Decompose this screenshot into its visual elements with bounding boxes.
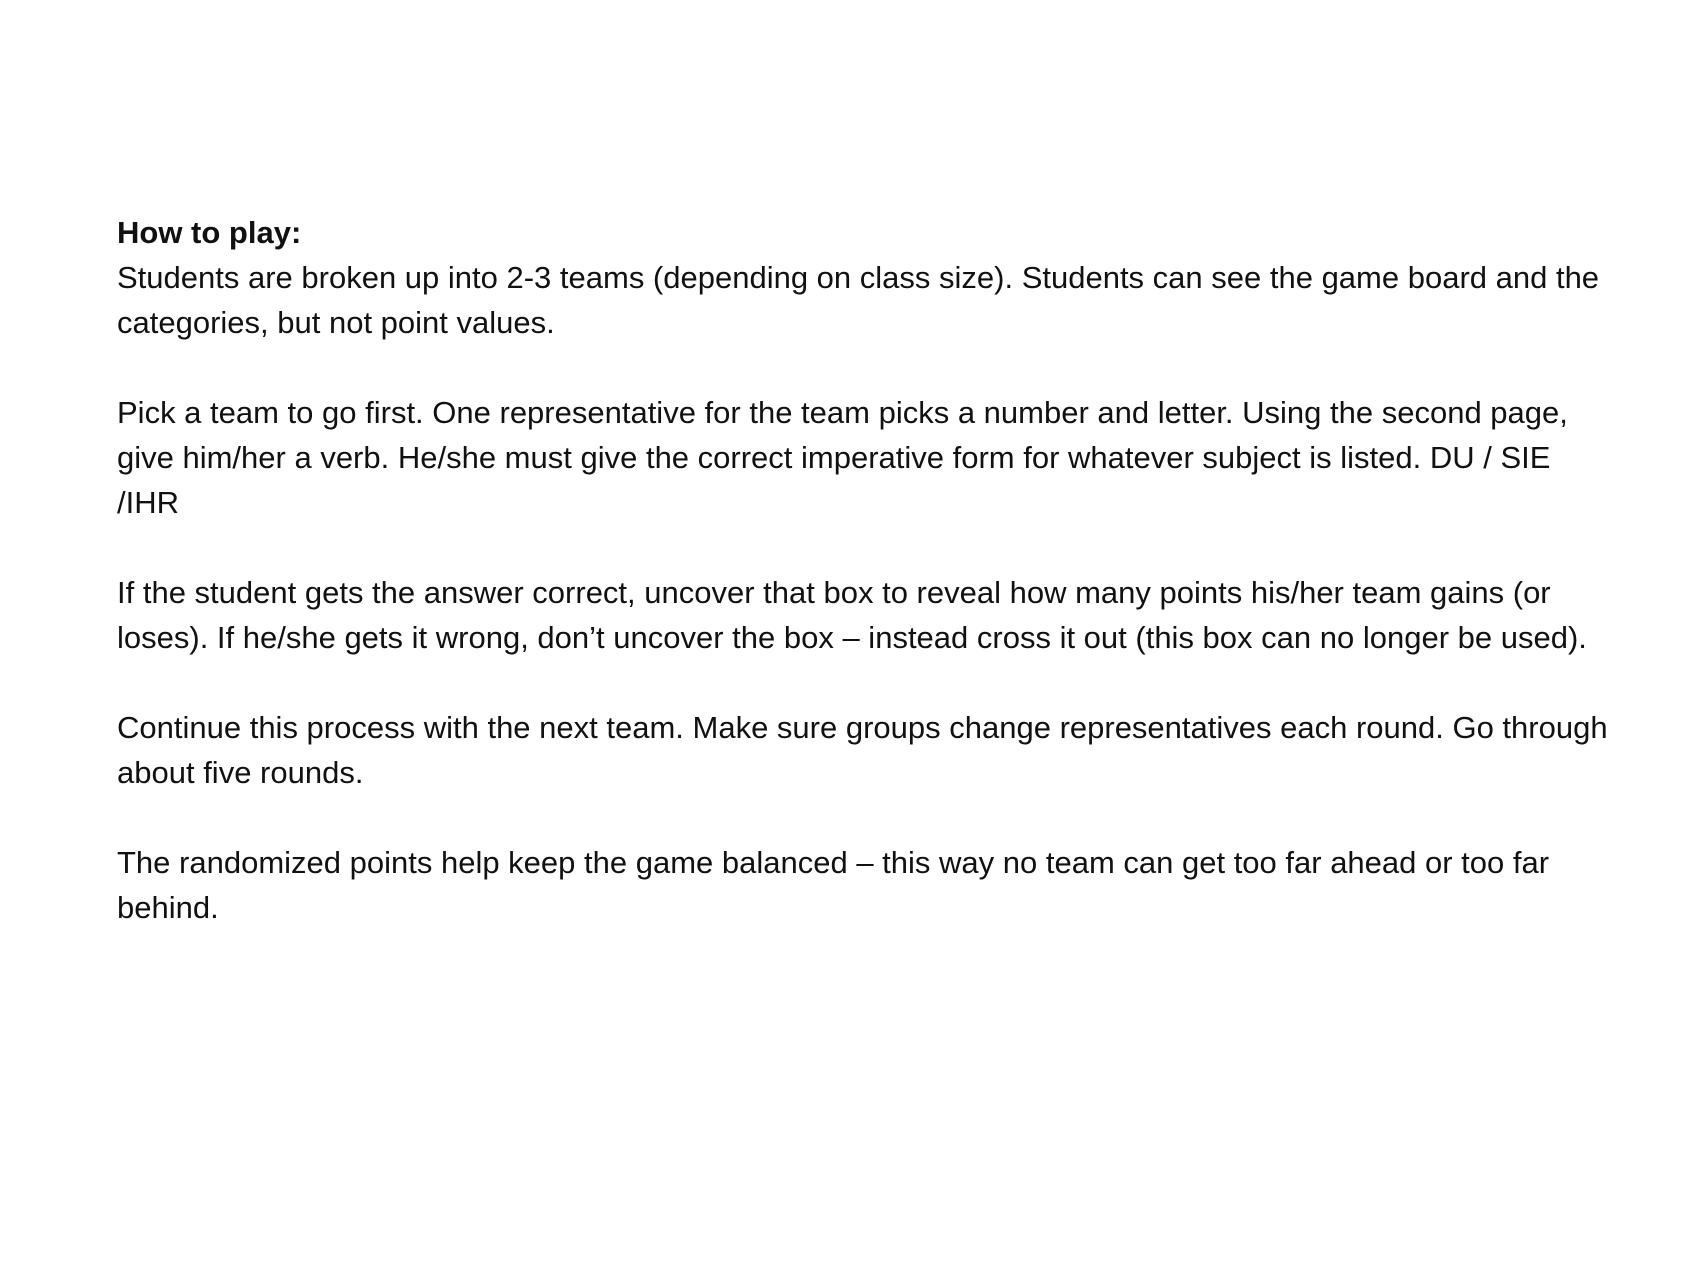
paragraph-correct-answer: If the student gets the answer correct, uncover that box to reveal how many points his/her team gains (or loses). If he/she gets it wrong, don’t uncover the box – instead cross it out (this box can no longer be used). bbox=[117, 575, 1587, 655]
paragraph-teams: Students are broken up into 2-3 teams (depending on class size). Students can see the game board and the categories, but not point values. bbox=[117, 260, 1600, 340]
how-to-play-heading: How to play: bbox=[117, 215, 302, 250]
instructions-text-block bbox=[117, 210, 1617, 975]
paragraph-randomized-points: The randomized points help keep the game balanced – this way no team can get too far ahead or too far behind. bbox=[117, 845, 1550, 925]
paragraph-continue: Continue this process with the next team. Make sure groups change representatives each round. Go through about five rounds. bbox=[117, 710, 1608, 790]
paragraph-pick-team: Pick a team to go first. One representative for the team picks a number and letter. Using the second page, give him/her a verb. He/she must give the correct imperative form for whatever subject is listed. DU / SIE /IHR bbox=[117, 395, 1568, 520]
